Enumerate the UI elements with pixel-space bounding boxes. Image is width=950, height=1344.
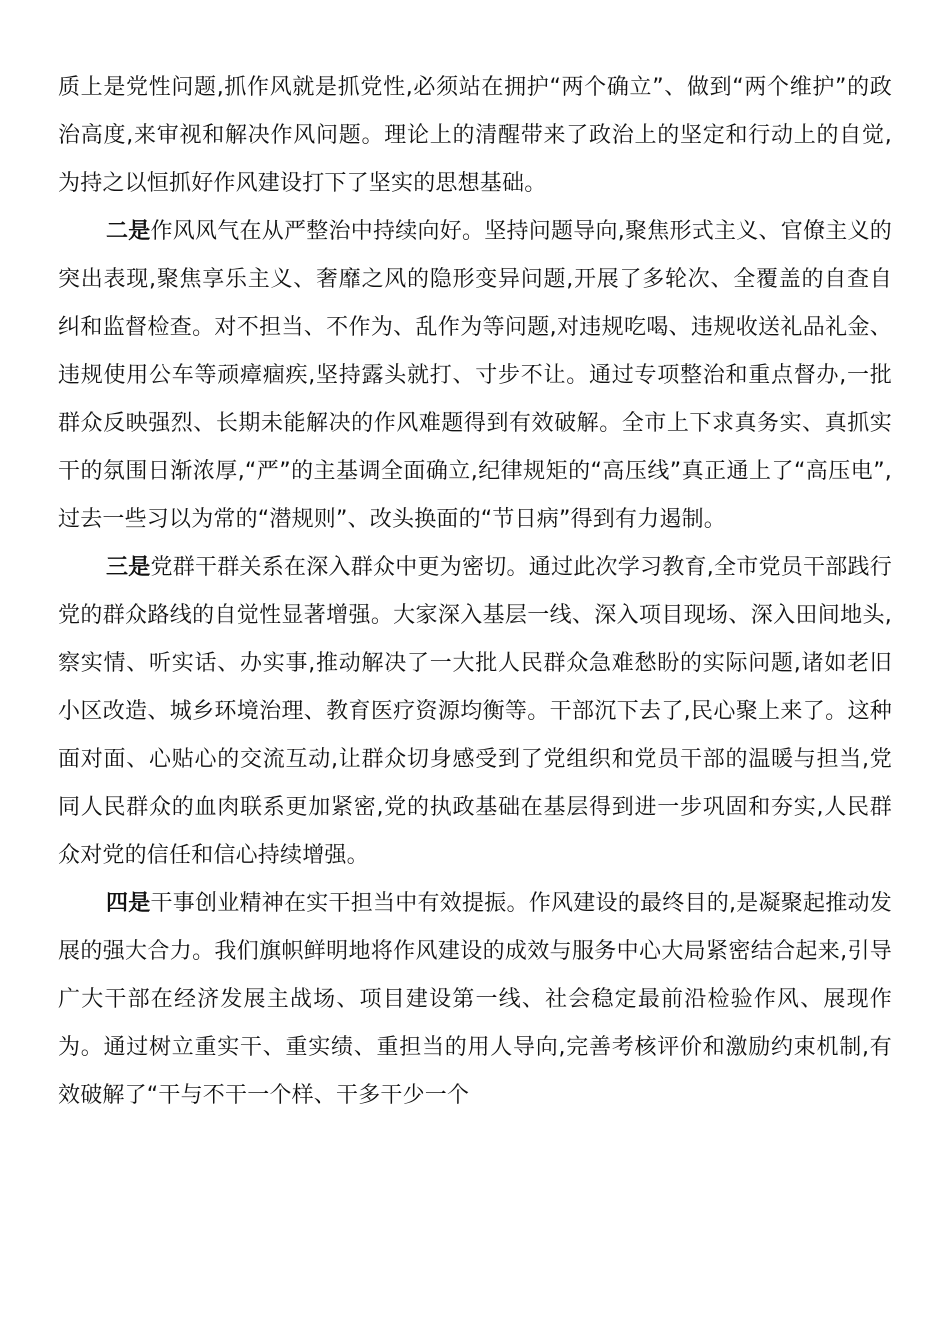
paragraph-2-lead: 二是 <box>106 219 151 244</box>
paragraph-2 <box>58 208 892 544</box>
paragraph-4 <box>58 880 892 1120</box>
paragraph-4-text: 干事创业精神在实干担当中有效提振。作风建设的最终目的,是凝聚起推动发展的强大合力。我们旗帜鲜明地将作风建设的成效与服务中心大局紧密结合起来,引导广大干部在经济发展主战场、项目建设第一线、社会稳定最前沿检验作风、展现作为。通过树立重实干、重实绩、重担当的用人导向,完善考核评价和激励约束机制,有效破解了“干与不干一个样、干多干少一个 <box>58 891 893 1108</box>
paragraph-1-text: 质上是党性问题,抓作风就是抓党性,必须站在拥护“两个确立”、做到“两个维护”的政治高度,来审视和解决作风问题。理论上的清醒带来了政治上的坚定和行动上的自觉,为持之以恒抓好作风建设打下了坚实的思想基础。 <box>58 75 892 196</box>
paragraph-3-lead: 三是 <box>106 555 151 580</box>
paragraph-4-lead: 四是 <box>106 891 151 916</box>
paragraph-3-text: 党群干群关系在深入群众中更为密切。通过此次学习教育,全市党员干部践行党的群众路线的自觉性显著增强。大家深入基层一线、深入项目现场、深入田间地头,察实情、听实话、办实事,推动解决了一大批人民群众急难愁盼的实际问题,诸如老旧小区改造、城乡环境治理、教育医疗资源均衡等。干部沉下去了,民心聚上来了。这种面对面、心贴心的交流互动,让群众切身感受到了党组织和党员干部的温暖与担当,党同人民群众的血肉联系更加紧密,党的执政基础在基层得到进一步巩固和夯实,人民群众对党的信任和信心持续增强。 <box>58 555 893 868</box>
paragraph-2-text: 作风风气在从严整治中持续向好。坚持问题导向,聚焦形式主义、官僚主义的突出表现,聚焦享乐主义、奢靡之风的隐形变异问题,开展了多轮次、全覆盖的自查自纠和监督检查。对不担当、不作为、乱作为等问题,对违规吃喝、违规收送礼品礼金、违规使用公车等顽瘴痼疾,坚持露头就打、寸步不让。通过专项整治和重点督办,一批群众反映强烈、长期未能解决的作风难题得到有效破解。全市上下求真务实、真抓实干的氛围日渐浓厚,“严”的主基调全面确立,纪律规矩的“高压线”真正通上了“高压电”,过去一些习以为常的“潜规则”、改头换面的“节日病”得到有力遏制。 <box>58 219 893 532</box>
paragraph-1 <box>58 64 892 208</box>
document-body <box>58 64 892 1120</box>
paragraph-3 <box>58 544 892 880</box>
